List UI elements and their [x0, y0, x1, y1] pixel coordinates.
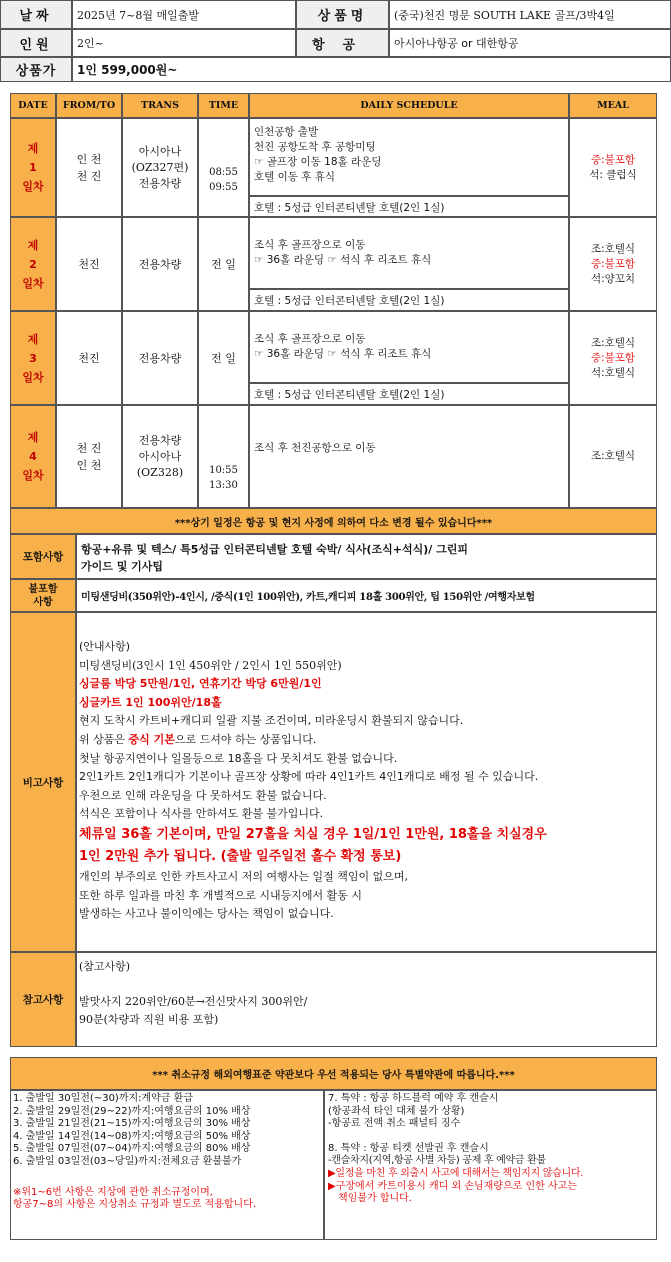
people-label: 인원 — [0, 29, 72, 57]
people-value: 2인~ — [72, 29, 296, 57]
col-daily: DAILY SCHEDULE — [249, 93, 569, 118]
date-value: 2025년 7~8월 매일출발 — [72, 0, 296, 29]
reference-text: (참고사항) 발맛사지 220위안/60분→전신맛사지 300위안/ 90분(차량과 직원 비용 포함) — [76, 952, 657, 1047]
col-fromto: FROM/TO — [56, 93, 122, 118]
cancel-title: *** 취소규정 해외여행표준 약관보다 우선 적용되는 당사 특별약관에 따릅니다.*** — [10, 1057, 657, 1090]
col-time: TIME — [198, 93, 249, 118]
day1-trans: 아시아나 (OZ327편) 전용차량 — [122, 118, 198, 217]
included-text: 항공+유류 및 텍스/ 특5성급 인터콘티넨탈 호텔 숙박/ 식사(조식+석식)/ 그린피 가이드 및 기사팁 — [76, 534, 657, 579]
day1-time: 08:55 09:55 — [198, 118, 249, 217]
day3-fromto: 천진 — [56, 311, 122, 405]
cancel-right: 7. 특약 : 항공 하드블럭 예약 후 캔슬시 (항공좌석 타인 대체 불가 상황) -항공료 전액 취소 패널티 징수 8. 특약 : 항공 티켓 선발권 후 캔슬시 -캔슬차지(지역,항공 사별 차등) 공제 후 예약금 환불 ▶일정을 마친 후 외출시 사고에 대해서는 책임지지 않습니다. ▶구장에서 카트이용시 캐디 외 손님재량으로 인한 사고는 책임불가 합니다. — [324, 1090, 657, 1240]
price-label: 상품가 — [0, 57, 72, 82]
day2-schedule: 조식 후 골프장으로 이동 ☞ 36홀 라운딩 ☞ 석식 후 리조트 휴식 — [249, 217, 569, 289]
col-meal: MEAL — [569, 93, 657, 118]
day1-meal: 중:불포함 석: 클럽식 — [569, 118, 657, 217]
day2-meal: 조:호텔식 중:불포함 석:양꼬치 — [569, 217, 657, 311]
day2-trans: 전용차량 — [122, 217, 198, 311]
date-label: 날짜 — [0, 0, 72, 29]
day3-hotel: 호텔 : 5성급 인터콘티넨탈 호텔(2인 1실) — [249, 383, 569, 405]
day4-label: 제 4 일차 — [10, 405, 56, 508]
day2-fromto: 천진 — [56, 217, 122, 311]
product-value: (중국)천진 명문 SOUTH LAKE 골프/3박4일 — [389, 0, 671, 29]
product-label: 상품명 — [296, 0, 389, 29]
day4-meal: 조:호텔식 — [569, 405, 657, 508]
col-trans: TRANS — [122, 93, 198, 118]
remarks-label: 비고사항 — [10, 612, 76, 952]
remarks-text: (안내사항) 미팅샌딩비(3인시 1인 450위안 / 2인시 1인 550위안) 싱글룸 박당 5만원/1인, 연휴기간 박당 6만원/1인 싱글카트 1인 100위안/18홀 현지 도착시 카트비+캐디피 일괄 지불 조건이며, 미라운딩시 환불되지 않습니다. 위 상품은 중식 기본으로 드셔야 하는 상품입니다. 첫날 항공지연이나 일몰등으로 18홀을 다 못치셔도 환불 없습니다. 2인1카트 2인1캐디가 기본이나 골프장 상황에 따라 4인1카트 4인1캐디로 배정 될 수 있습니다. 우천으로 인해 라운딩을 다 못하셔도 환불 없습니다. 석식은 포함이나 식사를 안하셔도 환불 불가입니다. 체류일 36홀 기본이며, 만일 27홀을 치실 경우 1일/1인 1만원, 18홀을 치실경우 1인 2만원 추가 됩니다. (출발 일주일전 홀수 확정 통보) 개인의 부주의로 인한 카트사고시 저의 여행사는 일절 책임이 없으며, 또한 하루 일과를 마친 후 개별적으로 시내등지에서 활동 시 발생하는 사고나 불이익에는 당사는 책임이 없습니다. — [76, 612, 657, 952]
airline-label: 항공 — [296, 29, 389, 57]
day1-hotel: 호텔 : 5성급 인터콘티넨탈 호텔(2인 1실) — [249, 196, 569, 217]
reference-label: 참고사항 — [10, 952, 76, 1047]
day3-time: 전 일 — [198, 311, 249, 405]
day3-meal: 조:호텔식 중:불포함 석:호텔식 — [569, 311, 657, 405]
included-label: 포함사항 — [10, 534, 76, 579]
day1-schedule: 인천공항 출발 천진 공항도착 후 공항미팅 ☞ 골프장 이동 18홀 라운딩 호텔 이동 후 휴식 — [249, 118, 569, 196]
day4-time: 10:55 13:30 — [198, 405, 249, 508]
schedule-notice: ***상기 일정은 항공 및 현지 사정에 의하여 다소 변경 될수 있습니다*** — [10, 508, 657, 534]
day2-hotel: 호텔 : 5성급 인터콘티넨탈 호텔(2인 1실) — [249, 289, 569, 311]
day1-fromto: 인 천 천 진 — [56, 118, 122, 217]
day2-time: 전 일 — [198, 217, 249, 311]
day3-schedule: 조식 후 골프장으로 이동 ☞ 36홀 라운딩 ☞ 석식 후 리조트 휴식 — [249, 311, 569, 383]
day3-label: 제 3 일차 — [10, 311, 56, 405]
excluded-label: 불포함 사항 — [10, 579, 76, 612]
day3-trans: 전용차량 — [122, 311, 198, 405]
day1-label: 제 1 일차 — [10, 118, 56, 217]
day4-fromto: 천 진 인 천 — [56, 405, 122, 508]
col-date: DATE — [10, 93, 56, 118]
price-value: 1인 599,000원~ — [72, 57, 671, 82]
cancel-left: 1. 출발일 30일전(~30)까지:계약금 환급 2. 출발일 29일전(29~22)까지:여행요금의 10% 배상 3. 출발일 21일전(21~15)까지:여행요금의 30% 배상 4. 출발일 14일전(14~08)까지:여행요금의 50% 배상 5. 출발일 07일전(07~04)까지:여행요금의 80% 배상 6. 출발일 03일전(03~당일)까지:전체요금 환불불가 ※위1~6번 사항은 지상에 관한 취소규정이며, 항공7~8의 사항은 지상취소 규정과 별도로 적용합니다. — [10, 1090, 324, 1240]
excluded-text: 미팅샌딩비(350위안)-4인시, /중식(1인 100위안), 카트,캐디피 18홀 300위안, 팁 150위안 /여행자보험 — [76, 579, 657, 612]
day2-label: 제 2 일차 — [10, 217, 56, 311]
day4-trans: 전용차량 아시아나 (OZ328) — [122, 405, 198, 508]
airline-value: 아시아나항공 or 대한항공 — [389, 29, 671, 57]
day4-schedule: 조식 후 천진공항으로 이동 — [249, 405, 569, 508]
